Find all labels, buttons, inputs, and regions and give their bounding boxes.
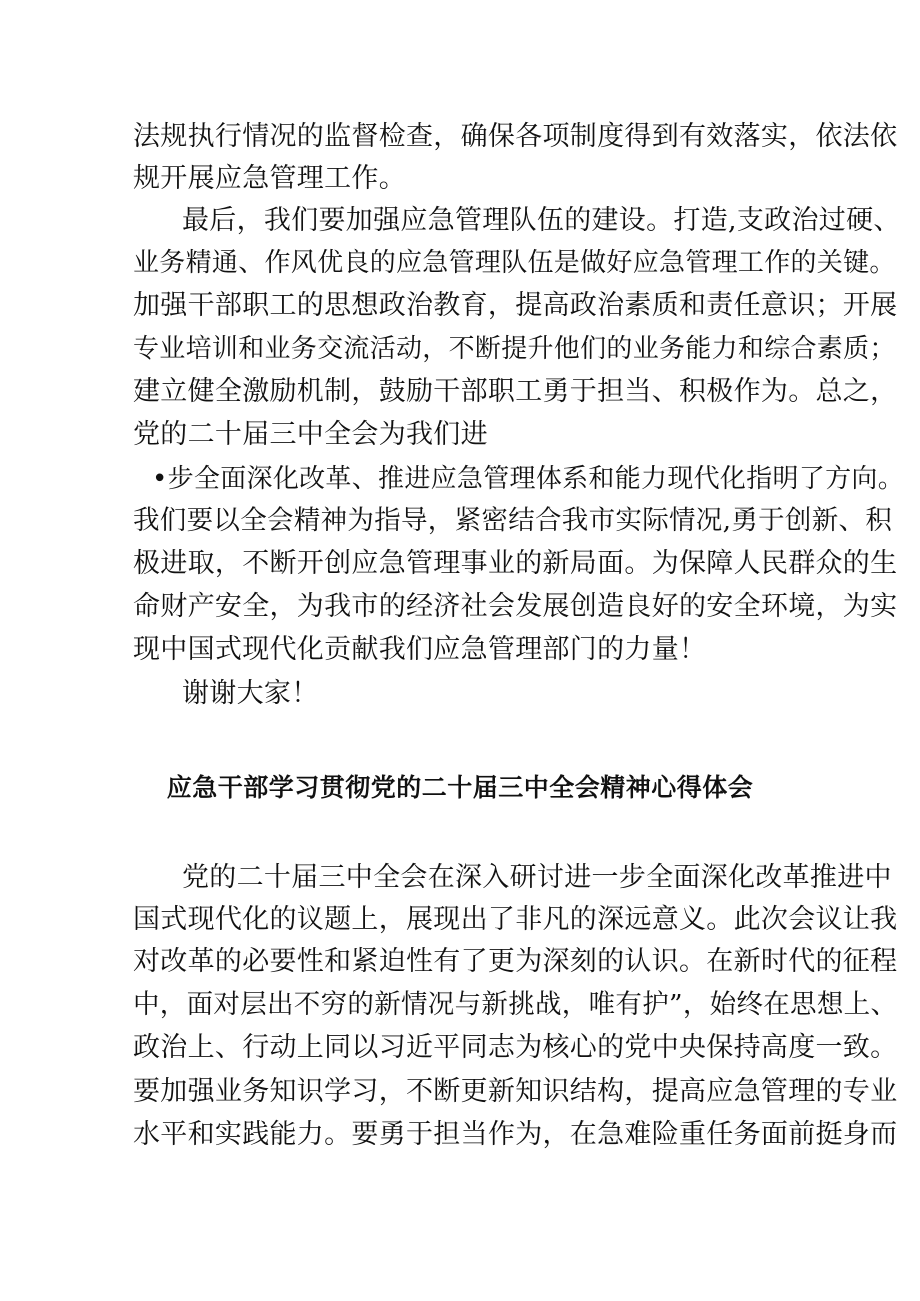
paragraph-line: 命财产安全，为我市的经济社会发展创造良好的安全环境，为实: [133, 591, 898, 622]
paragraph-line: •步全面深化改革、推进应急管理体系和能力现代化指明了方向。: [152, 464, 905, 494]
paragraph-line: 中，面对层出不穷的新情况与新挑战，唯有护”，始终在思想上、: [133, 989, 898, 1020]
article-title: 应急干部学习贯彻党的二十届三中全会精神心得体会: [166, 773, 754, 802]
paragraph-line: 法规执行情况的监督检查，确保各项制度得到有效落实，依法依: [133, 121, 898, 152]
paragraph-line: 最后，我们要加强应急管理队伍的建设。打造,支政治过硬、: [182, 205, 901, 236]
paragraph-line: 党的二十届三中全会为我们进: [133, 419, 488, 450]
paragraph-line: 要加强业务知识学习，不断更新知识结构，提高应急管理的专业: [133, 1076, 898, 1107]
paragraph-line: 规开展应急管理工作。: [133, 163, 406, 194]
paragraph-line: 对改革的必要性和紧迫性有了更为深刻的认识。在新时代的征程: [133, 946, 898, 977]
closing-line: 谢谢大家！: [182, 678, 319, 709]
paragraph-line: 水平和实践能力。要勇于担当作为，在急难险重任务面前挺身而: [133, 1119, 898, 1150]
paragraph-line: 政治上、行动上同以习近平同志为核心的党中央保持高度一致。: [133, 1032, 898, 1063]
paragraph-line: 国式现代化的议题上，展现出了非凡的深远意义。此次会议让我: [133, 904, 898, 935]
paragraph-line: 建立健全激励机制，鼓励干部职工勇于担当、积极作为。总之，: [133, 376, 898, 407]
paragraph-line: 我们要以全会精神为指导，紧密结合我市实际情况,勇于创新、积: [133, 505, 893, 536]
paragraph-line: 党的二十届三中全会在深入研讨进一步全面深化改革推进中: [182, 862, 892, 893]
paragraph-line: 业务精通、作风优良的应急管理队伍是做好应急管理工作的关键。: [133, 248, 896, 278]
paragraph-line: 专业培训和业务交流活动，不断提升他们的业务能力和综合素质；: [133, 334, 896, 364]
paragraph-line: 加强干部职工的思想政治教育，提高政治素质和责任意识；开展: [133, 290, 898, 321]
paragraph-line: 极进取，不断开创应急管理事业的新局面。为保障人民群众的生: [133, 548, 898, 579]
paragraph-line: 现中国式现代化贡献我们应急管理部门的力量！: [133, 634, 707, 665]
